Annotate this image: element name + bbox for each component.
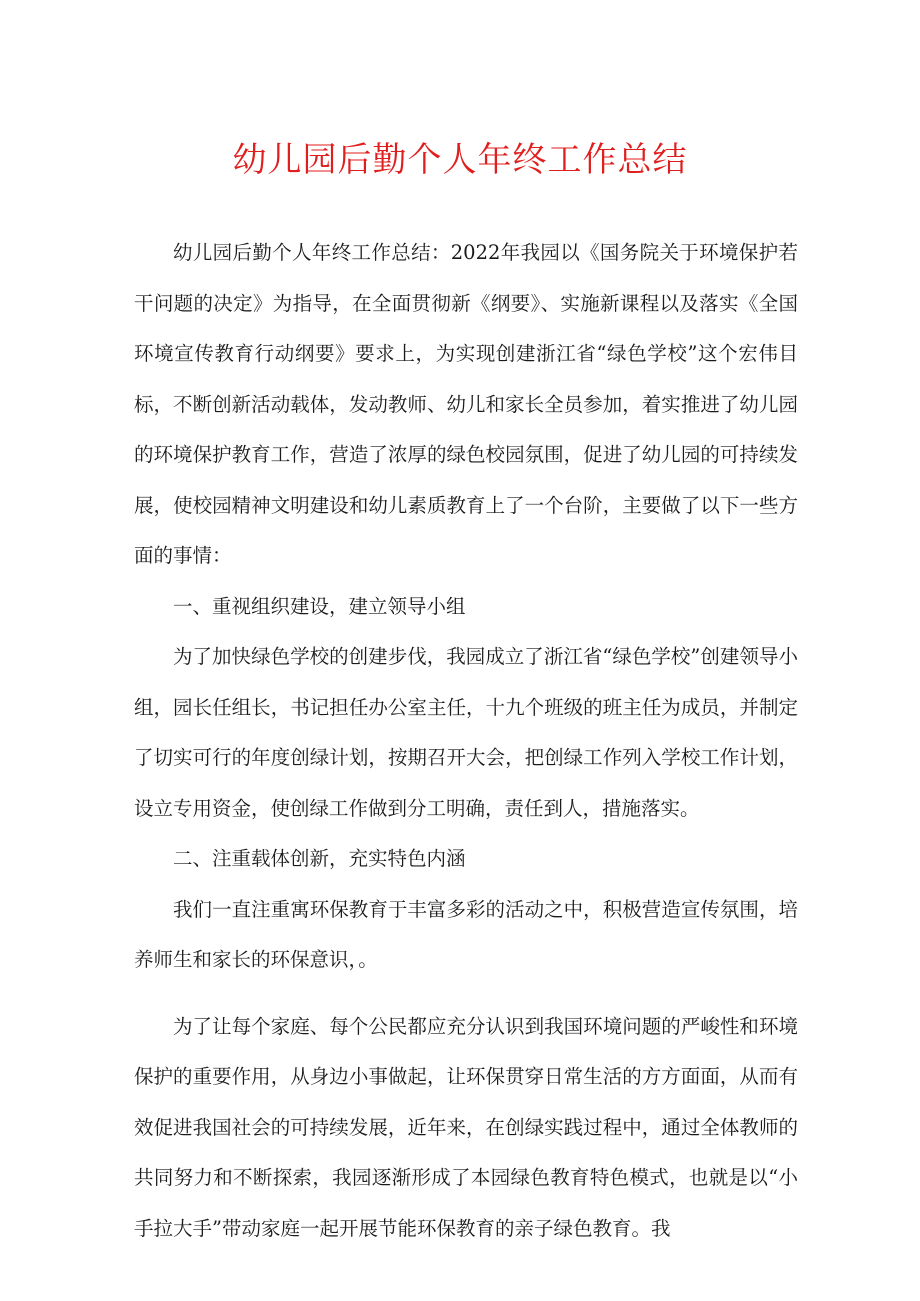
section-heading-2: 二、注重载体创新，充实特色内涵: [173, 847, 466, 870]
paragraph-section-2: 我们一直注重寓环保教育于丰富多彩的活动之中，积极营造宣传氛围，培养师生和家长的环保意识，。: [134, 897, 798, 971]
document-body: [134, 228, 798, 1254]
section-heading-1: 一、重视组织建设，建立领导小组: [173, 594, 466, 618]
paragraph-family-education: 为了让每个家庭、每个公民都应充分认识到我国环境问题的严峻性和环境保护的重要作用，从身边小事做起，让环保贯穿日常生活的方方面面，从而有效促进我国社会的可持续发展，近年来，在创绿实践过程中，通过全体教师的共同努力和不断探索，我园逐渐形成了本园绿色教育特色模式，也就是以“小手拉大手”带动家庭一起开展节能环保教育的亲子绿色教育。我: [134, 1014, 798, 1240]
paragraph-intro: 幼儿园后勤个人年终工作总结：2022年我园以《国务院关于环境保护若干问题的决定》为指导，在全面贯彻新《纲要》、实施新课程以及落实《全国环境宣传教育行动纲要》要求上，为实现创建浙江省“绿色学校”这个宏伟目标，不断创新活动载体，发动教师、幼儿和家长全员参加，着实推进了幼儿园的环境保护教育工作，营造了浓厚的绿色校园氛围，促进了幼儿园的可持续发展，使校园精神文明建设和幼儿素质教育上了一个台阶，主要做了以下一些方面的事情：: [134, 241, 798, 567]
paragraph-section-1: 为了加快绿色学校的创建步伐，我园成立了浙江省“绿色学校”创建领导小组，园长任组长，书记担任办公室主任，十九个班级的班主任为成员，并制定了切实可行的年度创绿计划，按期召开大会，把创绿工作列入学校工作计划，设立专用资金，使创绿工作做到分工明确，责任到人，措施落实。: [134, 645, 798, 820]
document-title: 幼儿园后勤个人年终工作总结: [232, 140, 688, 180]
